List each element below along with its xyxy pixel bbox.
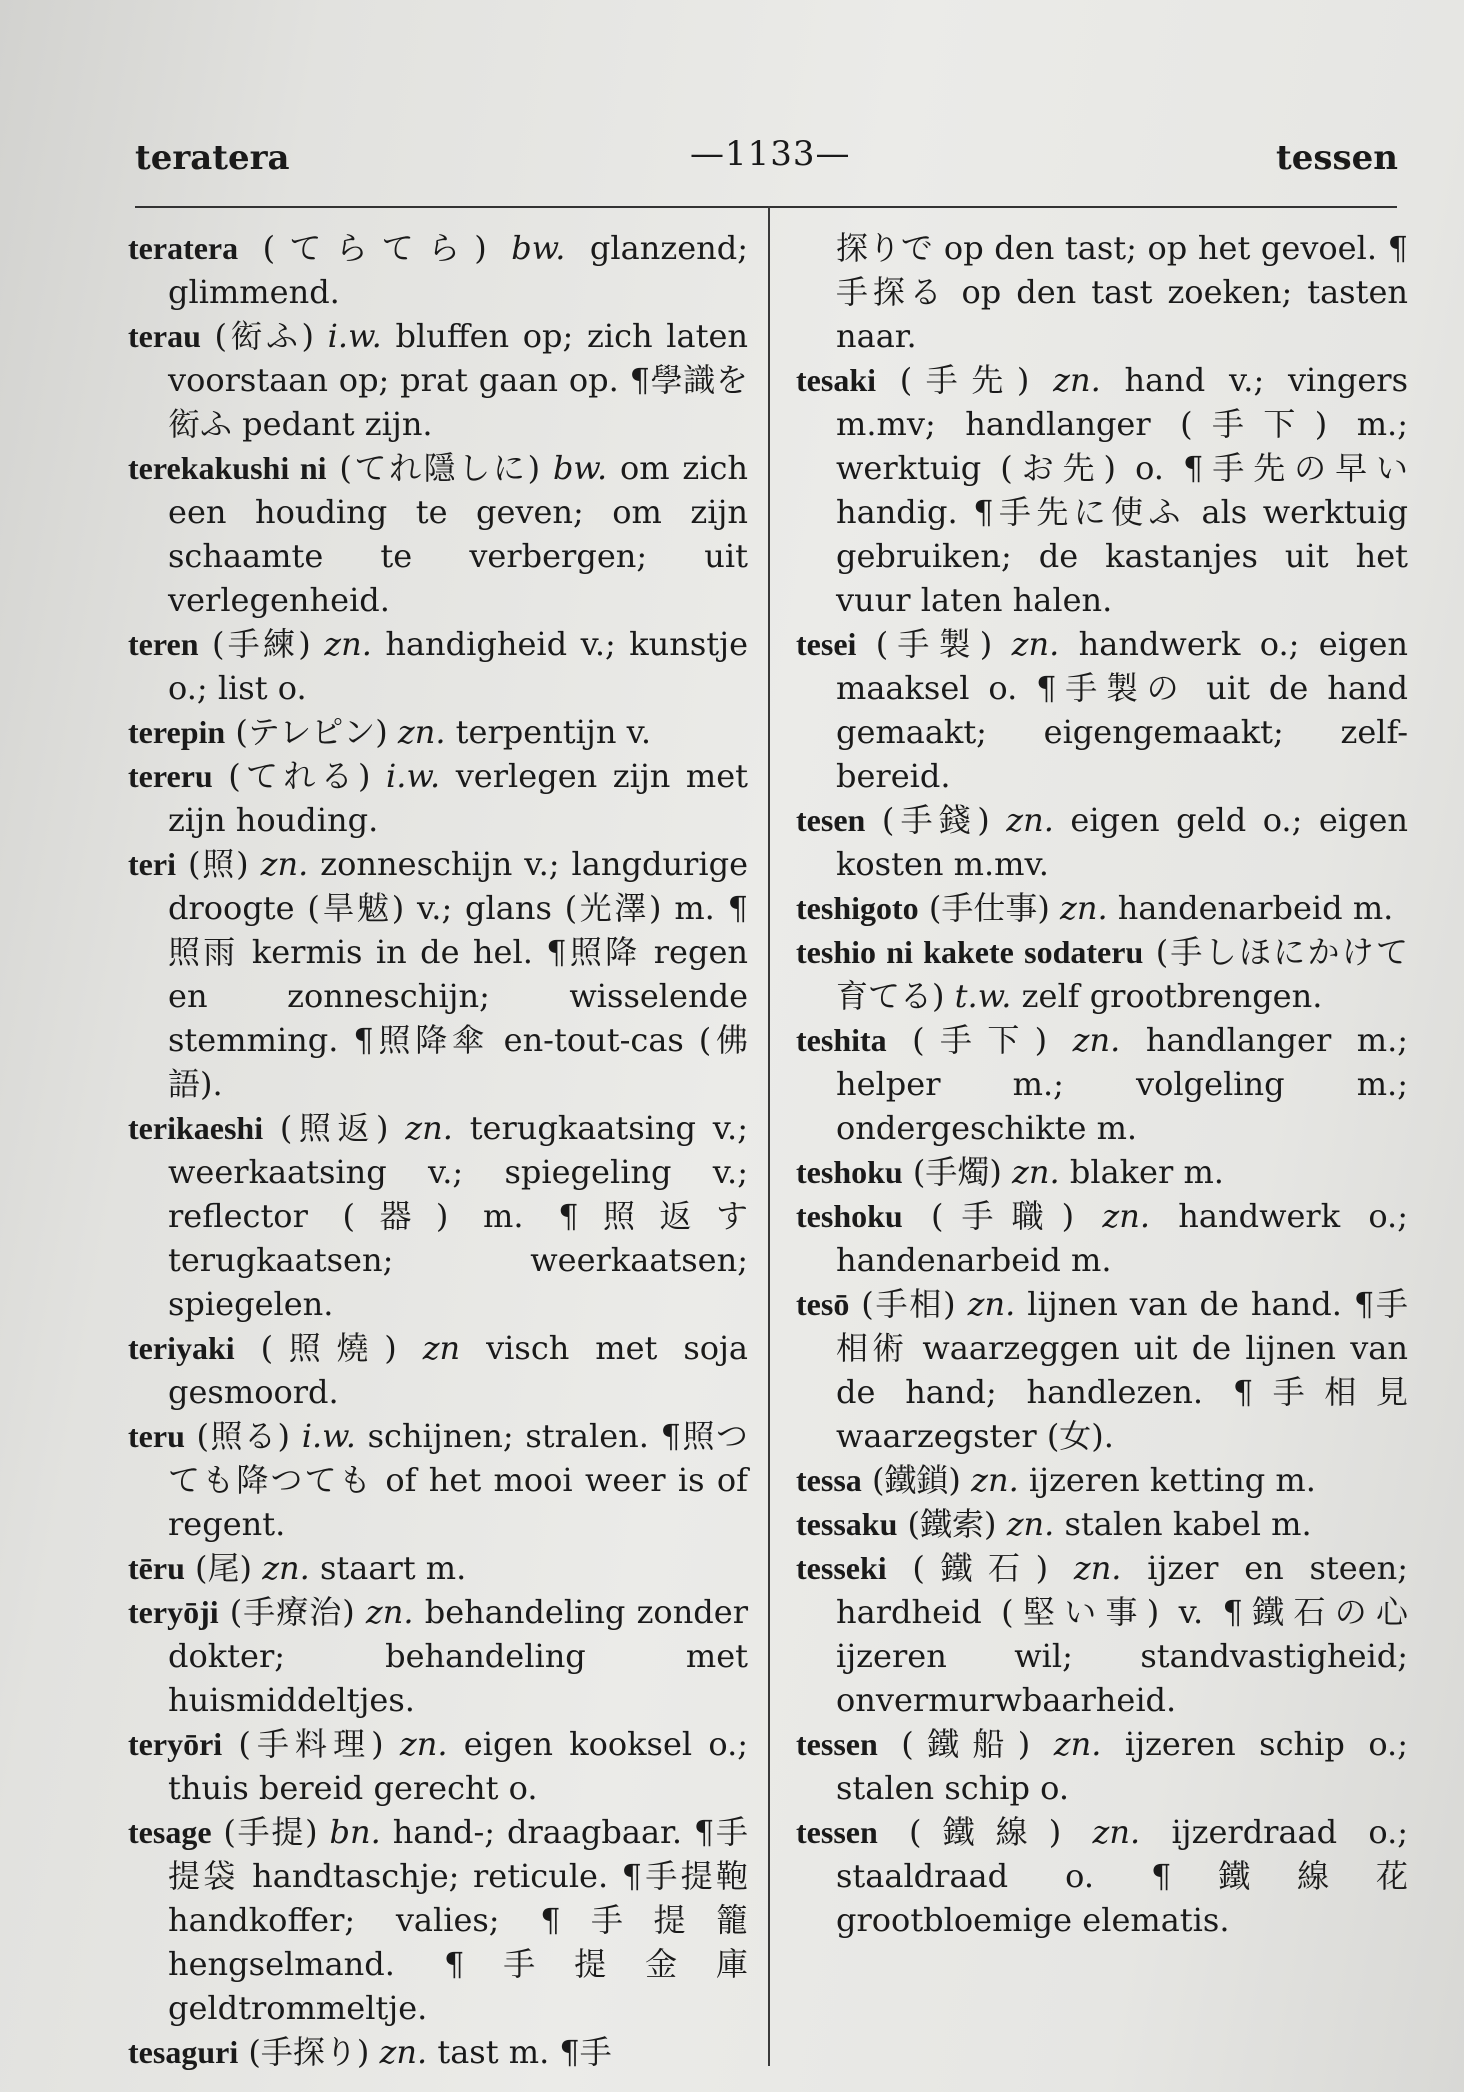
entry-definition: ijzeren ketting m. xyxy=(1028,1461,1316,1499)
entry-definition: terugkaatsing v.; weerkaatsing v.; spiegeling v.; reflector (器) m. ¶照返す terugkaatsen; weerkaatsen; spiegelen. xyxy=(168,1109,749,1323)
entry-definition: hand v.; vingers m.mv; handlanger (手下) m.; werktuig (お先) o. ¶手先の早い handig. ¶手先に使ふ als werktuig gebruiken; de kastanjes uit het vuur laten halen. xyxy=(836,361,1409,619)
entry-headword: tessa xyxy=(796,1462,862,1498)
entry-part-of-speech: t.w. xyxy=(954,977,1012,1015)
dictionary-entry xyxy=(796,1458,1408,1502)
entry-part-of-speech: i.w. xyxy=(386,757,441,795)
entry-headword: teshio ni kakete sodateru xyxy=(796,934,1144,970)
entry-headword: tereru xyxy=(128,758,213,794)
entry-reading: (手燭) xyxy=(912,1153,1002,1191)
entry-definition: hand-; draagbaar. ¶手提袋 handtaschje; reticule. ¶手提鞄 handkoffer; valies; ¶手提籠 hengselmand. ¶手提金庫 geldtrommeltje. xyxy=(168,1813,748,2027)
entry-headword: tesage xyxy=(128,1814,212,1850)
entry-definition: handigheid v.; kunstje o.; list o. xyxy=(168,625,749,707)
entry-reading: (てらてら) xyxy=(262,229,487,267)
right-column xyxy=(796,226,1408,1942)
dictionary-entry xyxy=(128,1810,748,2030)
entry-reading: (手職) xyxy=(930,1197,1075,1235)
page-header xyxy=(0,134,1464,188)
entry-reading: (鐵船) xyxy=(901,1725,1031,1763)
entry-reading: (テレピン) xyxy=(235,713,388,751)
entry-part-of-speech: zn xyxy=(422,1329,461,1367)
entry-part-of-speech: zn. xyxy=(1006,1505,1055,1543)
entry-reading: (手相) xyxy=(861,1285,956,1323)
entry-part-of-speech: zn. xyxy=(1092,1813,1141,1851)
dictionary-entry xyxy=(796,930,1408,1018)
dictionary-entry xyxy=(796,1018,1408,1150)
dictionary-entry xyxy=(128,314,748,446)
entry-part-of-speech: zn. xyxy=(1072,1021,1121,1059)
dictionary-entry xyxy=(796,1282,1408,1458)
entry-headword: teshoku xyxy=(796,1154,903,1190)
entry-definition: tast m. ¶手 xyxy=(437,2033,612,2071)
entry-reading: (てれる) xyxy=(228,757,371,795)
header-rule xyxy=(135,206,1397,208)
entry-reading: (照返) xyxy=(279,1109,389,1147)
dictionary-entry xyxy=(796,798,1408,886)
entry-headword: teshoku xyxy=(796,1198,903,1234)
entry-headword: tesō xyxy=(796,1286,850,1322)
entry-definition: blaker m. xyxy=(1069,1153,1224,1191)
entry-part-of-speech: bn. xyxy=(329,1813,381,1851)
entry-part-of-speech: i.w. xyxy=(327,317,382,355)
dictionary-entry xyxy=(128,1414,748,1546)
entry-part-of-speech: zn. xyxy=(1059,889,1108,927)
entry-part-of-speech: zn. xyxy=(324,625,372,663)
dictionary-entry xyxy=(796,226,1408,358)
right-running-head: tessen xyxy=(1276,138,1398,178)
entry-headword: teryōri xyxy=(128,1726,223,1762)
entry-reading: (手練) xyxy=(211,625,311,663)
entry-headword: tessen xyxy=(796,1814,878,1850)
entry-headword: teshita xyxy=(796,1022,887,1058)
dictionary-entry xyxy=(796,1150,1408,1194)
entry-part-of-speech: zn. xyxy=(397,713,446,751)
entry-headword: tessaku xyxy=(796,1506,898,1542)
entry-definition: stalen kabel m. xyxy=(1064,1505,1312,1543)
entry-reading: (手探り) xyxy=(248,2033,370,2071)
dictionary-entry xyxy=(128,842,748,1106)
dictionary-entry xyxy=(128,446,748,622)
entry-headword: terikaeshi xyxy=(128,1110,264,1146)
entry-part-of-speech: zn. xyxy=(262,1549,310,1587)
entry-definition: lijnen van de hand. ¶手相術 waarzeggen uit de lijnen van de hand; handlezen. ¶手相見 waarzegster (女). xyxy=(836,1285,1409,1455)
entry-headword: teriyaki xyxy=(128,1330,235,1366)
entry-headword: terepin xyxy=(128,714,226,750)
entry-part-of-speech: zn. xyxy=(1012,1153,1060,1191)
entry-definition: ijzerdraad o.; staaldraad o. ¶鐵線花 grootbloemige elematis. xyxy=(836,1813,1409,1939)
dictionary-entry xyxy=(796,886,1408,930)
entry-reading: (鐵鎖) xyxy=(871,1461,961,1499)
entry-definition: ijzeren schip o.; stalen schip o. xyxy=(836,1725,1408,1807)
dictionary-entry xyxy=(128,1546,748,1590)
entry-reading: (てれ隱しに) xyxy=(339,449,541,487)
entry-part-of-speech: zn. xyxy=(365,1593,414,1631)
entry-definition: 探りで op den tast; op het gevoel. ¶手探る op den tast zoeken; tasten naar. xyxy=(836,229,1408,355)
column-divider xyxy=(768,206,770,2066)
entry-headword: tesei xyxy=(796,626,857,662)
entry-headword: tesaki xyxy=(796,362,876,398)
entry-reading: (手提) xyxy=(223,1813,318,1851)
dictionary-entry xyxy=(128,622,748,710)
entry-headword: terekakushi ni xyxy=(128,450,327,486)
dictionary-entry xyxy=(796,1502,1408,1546)
entry-reading: (手しほにかけて育てる) xyxy=(836,933,1409,1015)
dictionary-entry xyxy=(128,1590,748,1722)
left-column xyxy=(128,226,748,2074)
dictionary-entry xyxy=(128,1326,748,1414)
entry-headword: tessen xyxy=(796,1726,878,1762)
dictionary-entry xyxy=(796,622,1408,798)
dictionary-entry xyxy=(796,358,1408,622)
entry-headword: tesaguri xyxy=(128,2034,239,2070)
entry-reading: (手先) xyxy=(899,361,1030,399)
left-running-head: teratera xyxy=(135,138,290,178)
entry-part-of-speech: zn. xyxy=(399,1725,448,1763)
entry-reading: (鐵石) xyxy=(912,1549,1049,1587)
entry-part-of-speech: zn. xyxy=(379,2033,428,2071)
entry-part-of-speech: zn. xyxy=(405,1109,453,1147)
entry-definition: zelf grootbrengen. xyxy=(1021,977,1323,1015)
dictionary-entry xyxy=(128,1722,748,1810)
entry-reading: (手錢) xyxy=(881,801,990,839)
entry-definition: om zich een houding te geven; om zijn schaamte te verbergen; uit verlegenheid. xyxy=(168,449,749,619)
entry-definition: handlanger m.; helper m.; volgeling m.; ondergeschikte m. xyxy=(836,1021,1409,1147)
dictionary-entry xyxy=(796,1722,1408,1810)
entry-definition: handwerk o.; handenarbeid m. xyxy=(836,1197,1408,1279)
entry-definition: zonneschijn v.; langdurige droogte (旱魃) v.; glans (光澤) m. ¶照雨 kermis in de hel. ¶照降 regen en zonneschijn; wisselende stemming. ¶照降傘 en-tout-cas (佛語). xyxy=(168,845,749,1103)
entry-headword: tesen xyxy=(796,802,866,838)
entry-part-of-speech: bw. xyxy=(511,229,566,267)
entry-headword: teratera xyxy=(128,230,239,266)
entry-reading: (照) xyxy=(187,845,249,883)
entry-definition: visch met soja gesmoord. xyxy=(168,1329,749,1411)
entry-part-of-speech: zn. xyxy=(1011,625,1060,663)
entry-headword: terau xyxy=(128,318,201,354)
entry-part-of-speech: zn. xyxy=(971,1461,1019,1499)
entry-definition: glanzend; glimmend. xyxy=(168,229,748,311)
entry-definition: eigen kooksel o.; thuis bereid gerecht o. xyxy=(168,1725,749,1807)
entry-part-of-speech: zn. xyxy=(1053,1725,1102,1763)
entry-part-of-speech: i.w. xyxy=(301,1417,356,1455)
entry-part-of-speech: zn. xyxy=(260,845,309,883)
entry-reading: (手下) xyxy=(912,1021,1048,1059)
entry-part-of-speech: zn. xyxy=(1006,801,1054,839)
entry-definition: bluffen op; zich laten voorstaan op; prat gaan op. ¶學識を衒ふ pedant zijn. xyxy=(168,317,749,443)
dictionary-entry xyxy=(128,710,748,754)
entry-definition: handwerk o.; eigen maaksel o. ¶手製の uit de hand gemaakt; eigengemaakt; zelf-bereid. xyxy=(836,625,1409,795)
entry-reading: (衒ふ) xyxy=(214,317,314,355)
entry-reading: (尾) xyxy=(195,1549,253,1587)
entry-part-of-speech: bw. xyxy=(552,449,608,487)
entry-headword: tesseki xyxy=(796,1550,887,1586)
entry-reading: (照る) xyxy=(196,1417,291,1455)
entry-part-of-speech: zn. xyxy=(967,1285,1016,1323)
page-number: —1133— xyxy=(690,134,851,174)
entry-reading: (照燒) xyxy=(260,1329,397,1367)
entry-reading: (鐵線) xyxy=(909,1813,1062,1851)
entry-headword: teru xyxy=(128,1418,185,1454)
dictionary-entry xyxy=(796,1810,1408,1942)
entry-headword: teryōji xyxy=(128,1594,219,1630)
entry-headword: tēru xyxy=(128,1550,185,1586)
dictionary-entry xyxy=(128,1106,748,1326)
dictionary-entry xyxy=(796,1546,1408,1722)
dictionary-entry xyxy=(128,754,748,842)
entry-definition: eigen geld o.; eigen kosten m.mv. xyxy=(836,801,1409,883)
entry-part-of-speech: zn. xyxy=(1053,361,1101,399)
entry-reading: (手製) xyxy=(875,625,993,663)
dictionary-entry xyxy=(796,1194,1408,1282)
entry-part-of-speech: zn. xyxy=(1102,1197,1151,1235)
entry-reading: (手料理) xyxy=(238,1725,384,1763)
entry-definition: verlegen zijn met zijn houding. xyxy=(168,757,749,839)
entry-reading: (鐵索) xyxy=(907,1505,997,1543)
dictionary-entry xyxy=(128,2030,748,2074)
entry-definition: terpentijn v. xyxy=(455,713,652,751)
entry-reading: (手療治) xyxy=(229,1593,355,1631)
entry-definition: staart m. xyxy=(320,1549,467,1587)
entry-reading: (手仕事) xyxy=(928,889,1050,927)
entry-definition: schijnen; stralen. ¶照つても降つても of het mooi weer is of regent. xyxy=(168,1417,748,1543)
entry-headword: teshigoto xyxy=(796,890,919,926)
entry-part-of-speech: zn. xyxy=(1073,1549,1122,1587)
entry-headword: teri xyxy=(128,846,176,882)
entry-headword: teren xyxy=(128,626,199,662)
entry-definition: ijzer en steen; hardheid (堅い事) v. ¶鐵石の心 ijzeren wil; standvastigheid; onvermurwbaarheid. xyxy=(836,1549,1409,1719)
entry-definition: behandeling zonder dokter; behandeling met huismiddeltjes. xyxy=(168,1593,749,1719)
dictionary-entry xyxy=(128,226,748,314)
entry-definition: handenarbeid m. xyxy=(1117,889,1394,927)
